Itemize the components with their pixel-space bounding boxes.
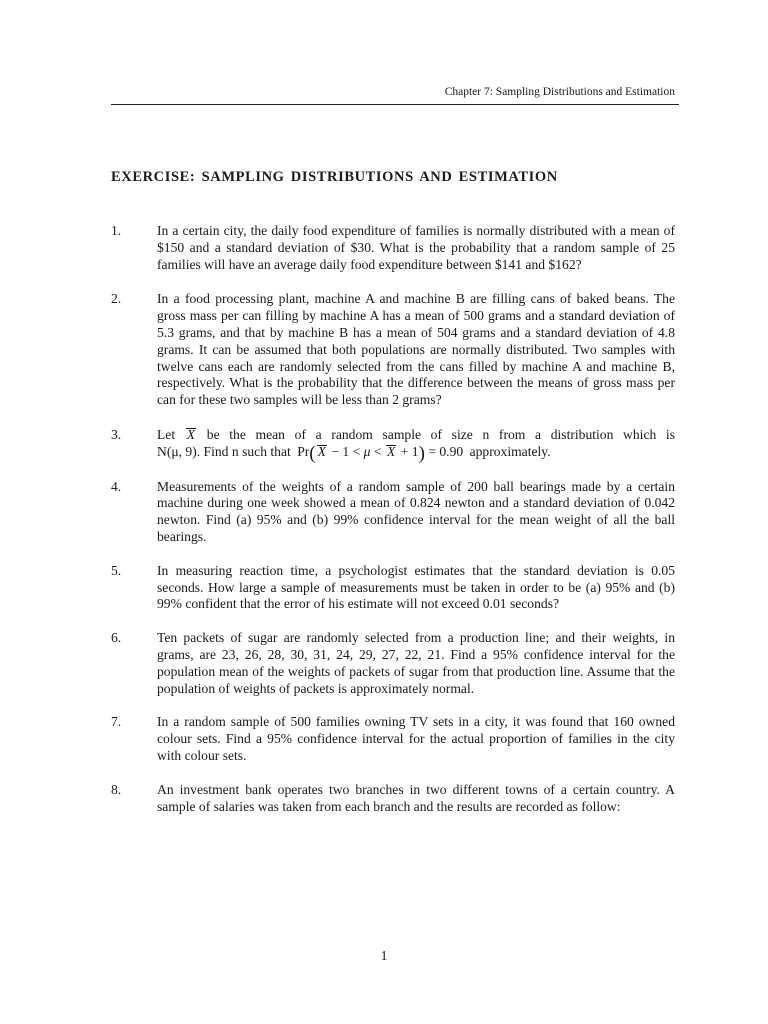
formula-equals: = 0.90 xyxy=(428,443,464,459)
page-title: EXERCISE: SAMPLING DISTRIBUTIONS AND ESTIMATION xyxy=(111,169,558,185)
question-number: 8. xyxy=(111,781,122,797)
page-number: 1 xyxy=(380,948,388,963)
question-1 xyxy=(111,223,675,273)
formula-x-bar-2: X xyxy=(386,443,396,459)
formula-pr: Pr xyxy=(297,443,310,459)
question-3-line-2 xyxy=(157,444,675,463)
formula-plus-one: + 1 xyxy=(400,443,419,459)
formula-mu: μ xyxy=(363,443,371,459)
probability-formula xyxy=(297,442,466,464)
question-text: In a certain city, the daily food expenditure of families is normally distributed with a mean of $150 and a standard deviation of $30. What is the probability that a random sample of 25 families will have an average daily food expenditure between $141 and $162? xyxy=(157,223,675,272)
page-header xyxy=(111,84,679,105)
question-5 xyxy=(111,563,675,613)
question-text: Measurements of the weights of a random sample of 200 ball bearings made by a certain machine during one week showed a mean of 0.824 newton and a standard deviation of 0.042 newton. Find (a) 95% and (b) 99% confidence interval for the mean weight of all the ball bearings. xyxy=(157,478,675,544)
question-3-suffix: approximately. xyxy=(469,443,551,459)
question-number: 6. xyxy=(111,630,122,646)
question-7 xyxy=(111,714,675,764)
question-number: 4. xyxy=(111,478,122,494)
question-3 xyxy=(111,427,675,463)
question-number: 7. xyxy=(111,714,122,730)
question-text: In measuring reaction time, a psychologist estimates that the standard deviation is 0.05 seconds. How large a sample of measurements must be taken in order to be (a) 95% and (b) 99% confident that the error of his estimate will not exceed 0.01 seconds? xyxy=(157,562,675,612)
question-number: 2. xyxy=(111,291,122,307)
formula-lt: < xyxy=(373,443,382,459)
question-text: In a food processing plant, machine A and machine B are filling cans of baked beans. The gross mass per can filling by machine A has a mean of 500 grams and a standard deviation of 5.3 grams, and that by machine B has a mean of 504 grams and a standard deviation of 4.8 grams. It can be assumed that both populations are normally distributed. Two samples with twelve cans each are randomly selected from the cans filled by machine A and machine B, respectively. What is the probability that the difference between the means of gross mass per can for these two samples will be less than 2 grams? xyxy=(157,291,675,408)
question-2 xyxy=(111,291,675,409)
question-text: In a random sample of 500 families owning TV sets in a city, it was found that 160 owned colour sets. Find a 95% confidence interval for the actual proportion of families in the city with colour sets. xyxy=(157,714,675,763)
left-paren: ( xyxy=(309,442,316,464)
question-3-rest: be the mean of a random sample of size n from a distribution which is xyxy=(206,426,675,442)
question-text xyxy=(157,427,675,463)
right-paren: ) xyxy=(418,442,425,464)
question-6 xyxy=(111,630,675,697)
question-3-prefix: N(μ, 9). Find n such that xyxy=(157,443,291,459)
question-text: An investment bank operates two branches in two different towns of a certain country. A sample of salaries was taken from each branch and the results are recorded as follow: xyxy=(157,781,675,814)
question-3-line-1 xyxy=(157,427,675,444)
question-number: 1. xyxy=(111,223,122,238)
x-bar-symbol: X xyxy=(186,426,196,442)
question-8 xyxy=(111,782,675,816)
question-number: 5. xyxy=(111,562,122,578)
chapter-header-text: Chapter 7: Sampling Distributions and Estimation xyxy=(444,86,675,98)
formula-x-bar: X xyxy=(317,443,326,459)
let-word: Let xyxy=(157,426,176,442)
question-number: 3. xyxy=(111,426,122,442)
question-list xyxy=(111,223,675,815)
question-4 xyxy=(111,479,675,546)
question-text: Ten packets of sugar are randomly selected from a production line; and their weights, in grams, are 23, 26, 28, 30, 31, 24, 29, 27, 22, 21. Find a 95% confidence interval for the population mean of the weights of packets of sugar from that production line. Assume that the population of weights of packets is approximately normal. xyxy=(157,630,675,696)
formula-minus-one: − 1 < xyxy=(331,443,361,459)
